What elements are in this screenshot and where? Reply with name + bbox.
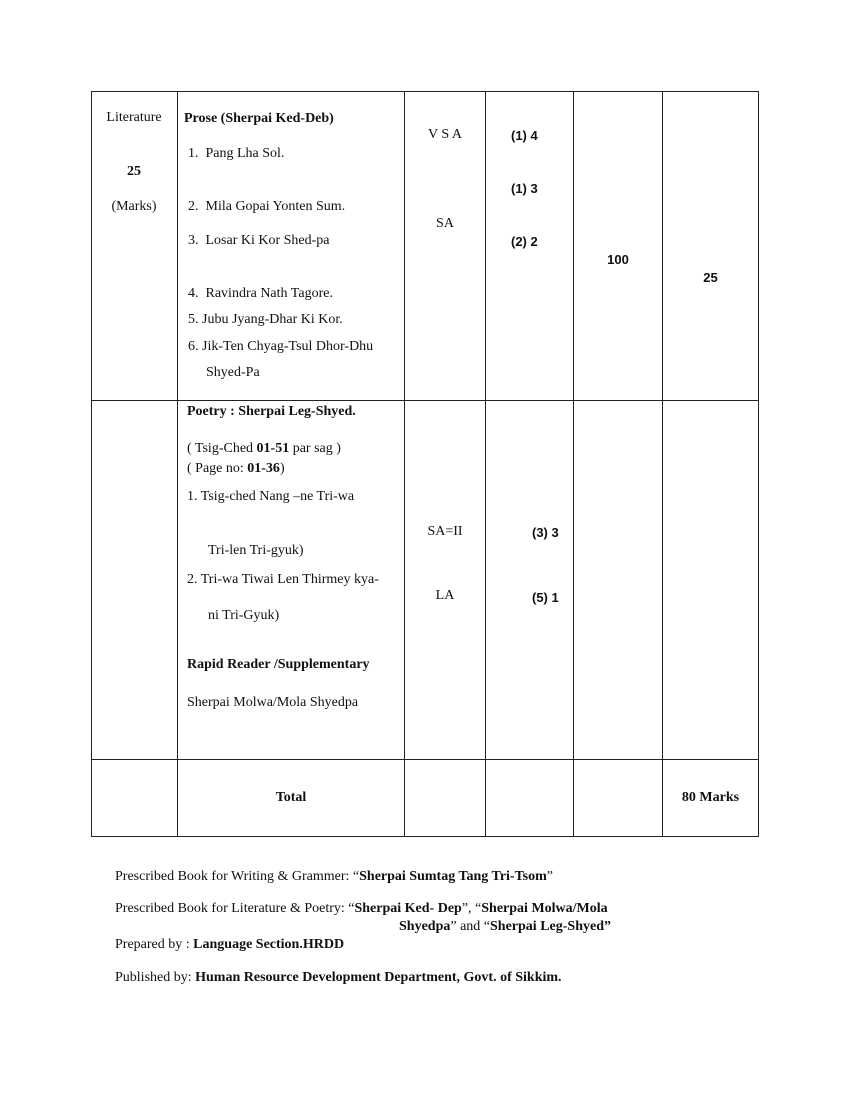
list-item — [188, 286, 333, 302]
question-type: SA — [436, 216, 454, 231]
list-item — [188, 199, 345, 215]
table-col-divider-1 — [177, 91, 178, 836]
list-item-text: Jik-Ten Chyag-Tsul Dhor-Dhu — [202, 339, 374, 354]
rapid-reader-text: Sherpai Molwa/Mola Shyedpa — [187, 695, 359, 710]
question-count: (2) 2 — [511, 234, 538, 249]
list-item-text: Mila Gopai Yonten Sum. — [205, 199, 346, 214]
section-marks-value: 25 — [127, 164, 141, 179]
question-type: SA=II — [427, 524, 463, 539]
list-item: 2. Tri-wa Tiwai Len Thirmey kya- — [187, 572, 379, 587]
rapid-reader-heading: Rapid Reader /Supplementary — [187, 657, 370, 672]
list-item-continuation: Tri-len Tri-gyuk) — [208, 543, 304, 558]
total-value: 80 Marks — [681, 790, 740, 805]
list-item-continuation: ni Tri-Gyuk) — [208, 608, 280, 623]
list-item-number: 5. — [188, 312, 199, 327]
published-by-note: Published by: Human Resource Development Department, Govt. of Sikkim. — [115, 970, 562, 985]
total-label: Total — [275, 790, 307, 805]
table-row-divider-1 — [91, 400, 759, 401]
question-type: V S A — [428, 127, 462, 142]
table-border-right — [758, 91, 759, 836]
question-count: (3) 3 — [532, 525, 559, 540]
list-item — [188, 312, 343, 328]
list-item: 1. Tsig-ched Nang –ne Tri-wa — [187, 489, 355, 504]
list-item-text: Ravindra Nath Tagore. — [205, 286, 333, 301]
list-item-number: 3. — [188, 233, 199, 248]
question-count: (5) 1 — [532, 590, 559, 605]
table-border-bottom — [91, 836, 759, 837]
list-item — [188, 146, 284, 162]
column-total: 100 — [607, 252, 629, 267]
question-type: LA — [435, 588, 455, 603]
list-item-text: Jubu Jyang-Dhar Ki Kor. — [202, 312, 343, 327]
prose-heading: Prose (Sherpai Ked-Deb) — [184, 111, 334, 126]
tsig-range: ( Tsig-Ched 01-51 par sag ) — [187, 441, 341, 456]
list-item-number: 2. — [188, 199, 199, 214]
list-item-continuation: Shyed-Pa — [206, 365, 260, 380]
list-item-number: 4. — [188, 286, 199, 301]
table-col-divider-2 — [404, 91, 405, 836]
page-range: ( Page no: 01-36) — [187, 461, 285, 476]
question-count: (1) 4 — [511, 128, 538, 143]
list-item — [188, 339, 373, 355]
list-item-text: Pang Lha Sol. — [205, 146, 285, 161]
table-col-divider-3 — [485, 91, 486, 836]
list-item-number: 1. — [188, 146, 199, 161]
list-item — [188, 233, 330, 249]
table-border-top — [91, 91, 759, 92]
list-item-text: Losar Ki Kor Shed-pa — [205, 233, 330, 248]
list-item-number: 6. — [188, 339, 199, 354]
table-col-divider-5 — [662, 91, 663, 836]
literature-book-note-cont: Shyedpa” and “Sherpai Leg-Shyed” — [399, 919, 611, 934]
table-col-divider-4 — [573, 91, 574, 836]
poetry-heading: Poetry : Sherpai Leg-Shyed. — [187, 404, 356, 419]
section-title: Literature — [106, 110, 162, 125]
literature-book-note: Prescribed Book for Literature & Poetry: “Sherpai Ked- Dep”, “Sherpai Molwa/Mola — [115, 901, 608, 916]
writing-book-note: Prescribed Book for Writing & Grammer: “Sherpai Sumtag Tang Tri-Tsom” — [115, 869, 553, 884]
prepared-by-note: Prepared by : Language Section.HRDD — [115, 937, 345, 952]
question-count: (1) 3 — [511, 181, 538, 196]
marks-total: 25 — [703, 270, 718, 285]
section-marks-label: (Marks) — [111, 199, 157, 214]
table-row-divider-2 — [91, 759, 759, 760]
